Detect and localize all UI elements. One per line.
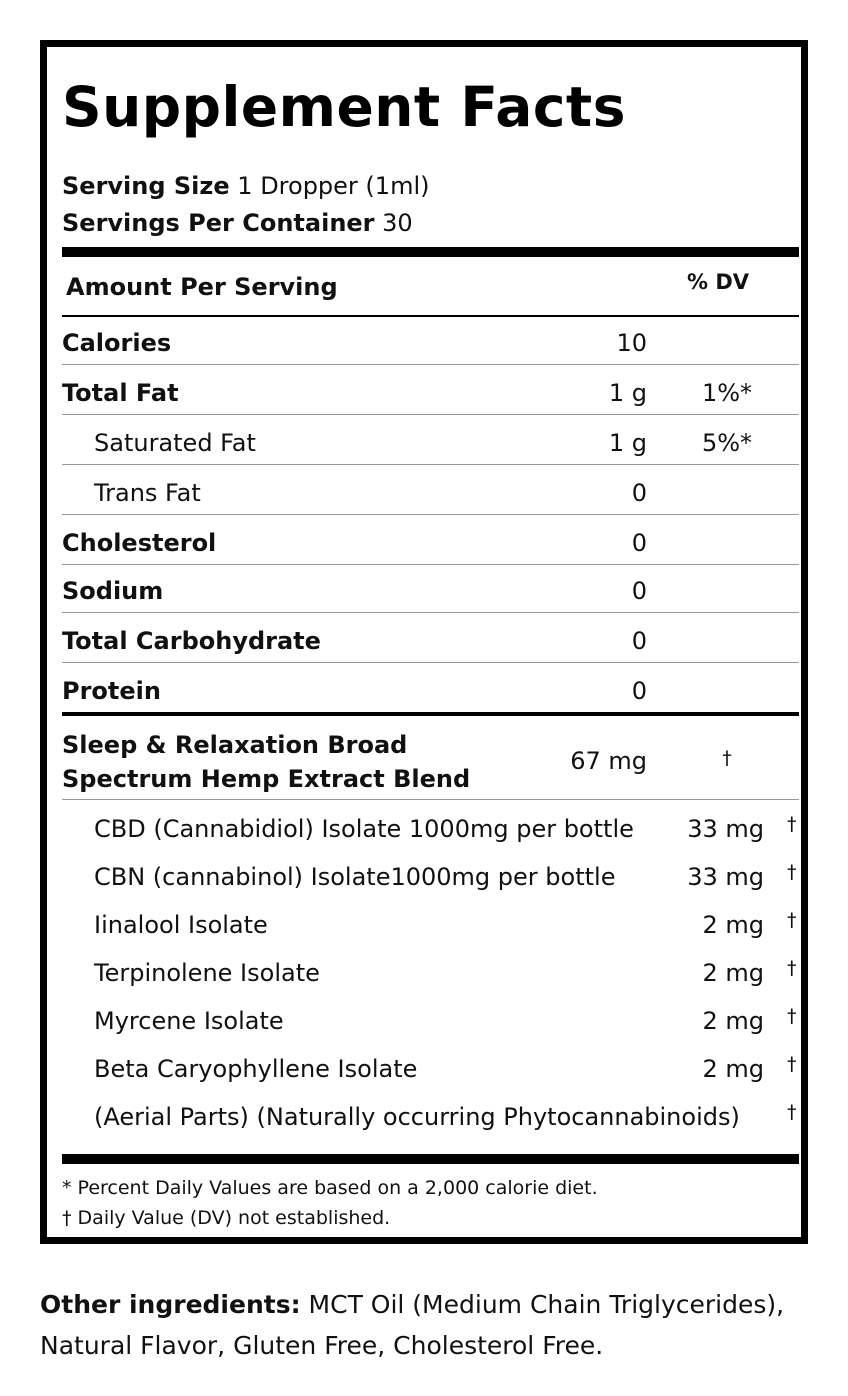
blend-item-name-cbn: CBN (cannabinol) Isolate1000mg per bottle <box>94 863 616 891</box>
blend-name-line-1: Sleep & Relaxation Broad <box>62 731 408 759</box>
nutrient-amount-trans-fat: 0 <box>631 479 647 507</box>
blend-item-dv-aerial-parts: † <box>787 1101 797 1123</box>
nutrient-dv-saturated-fat: 5%* <box>701 429 753 457</box>
row-divider <box>62 514 799 515</box>
panel-title: Supplement Facts <box>62 75 626 139</box>
thick-divider-bottom <box>62 1154 799 1164</box>
blend-item-dv-cbn: † <box>787 861 797 883</box>
header-divider <box>62 315 799 317</box>
blend-item-name-linalool: Iinalool Isolate <box>94 911 268 939</box>
row-divider <box>62 414 799 415</box>
nutrient-amount-cholesterol: 0 <box>631 529 647 557</box>
serving-size <box>62 174 429 198</box>
serving-size-value: 1 Dropper (1ml) <box>237 172 430 200</box>
blend-item-name-aerial-parts: (Aerial Parts) (Naturally occurring Phytocannabinoids) <box>94 1103 740 1131</box>
row-divider <box>62 612 799 613</box>
footnote-percent-dv: * Percent Daily Values are based on a 2,000 calorie diet. <box>62 1177 598 1199</box>
blend-item-name-beta-caryophyllene: Beta Caryophyllene Isolate <box>94 1055 418 1083</box>
blend-divider <box>62 799 799 800</box>
row-divider <box>62 564 799 565</box>
blend-name-line-2: Spectrum Hemp Extract Blend <box>62 765 471 793</box>
thick-divider-top <box>62 247 799 257</box>
nutrient-amount-calories: 10 <box>616 329 647 357</box>
serving-size-label: Serving Size <box>62 172 230 200</box>
row-divider <box>62 464 799 465</box>
blend-item-dv-terpinolene: † <box>787 957 797 979</box>
blend-item-amount-myrcene: 2 mg <box>702 1007 764 1035</box>
servings-per-container <box>62 211 413 235</box>
nutrient-amount-total-carbohydrate: 0 <box>631 627 647 655</box>
nutrient-amount-protein: 0 <box>631 677 647 705</box>
row-divider <box>62 662 799 663</box>
nutrient-dv-total-fat: 1%* <box>701 379 753 407</box>
nutrient-amount-sodium: 0 <box>631 577 647 605</box>
blend-item-dv-cbd: † <box>787 813 797 835</box>
amount-per-serving-header: Amount Per Serving <box>66 273 338 301</box>
servings-per-container-label: Servings Per Container <box>62 209 375 237</box>
blend-item-amount-beta-caryophyllene: 2 mg <box>702 1055 764 1083</box>
nutrient-name-protein: Protein <box>62 677 161 705</box>
footnote-dagger: † Daily Value (DV) not established. <box>62 1207 391 1229</box>
blend-item-amount-terpinolene: 2 mg <box>702 959 764 987</box>
nutrient-name-total-carbohydrate: Total Carbohydrate <box>62 627 321 655</box>
other-ingredients-label: Other ingredients: <box>40 1290 301 1319</box>
blend-item-name-cbd: CBD (Cannabidiol) Isolate 1000mg per bottle <box>94 815 634 843</box>
nutrient-name-sodium: Sodium <box>62 577 164 605</box>
blend-item-dv-myrcene: † <box>787 1005 797 1027</box>
nutrient-amount-saturated-fat: 1 g <box>608 429 647 457</box>
nutrient-name-trans-fat: Trans Fat <box>94 479 201 507</box>
nutrient-name-calories: Calories <box>62 329 172 357</box>
blend-item-amount-linalool: 2 mg <box>702 911 764 939</box>
nutrient-name-total-fat: Total Fat <box>62 379 179 407</box>
dv-header: % DV <box>687 270 750 294</box>
blend-item-dv-linalool: † <box>787 909 797 931</box>
other-ingredients-text: MCT Oil (Medium Chain Triglycerides), Natural Flavor, Gluten Free, Cholesterol Free. <box>40 1290 785 1360</box>
blend-amount: 67 mg <box>570 747 647 775</box>
nutrients-end-divider <box>62 712 799 716</box>
nutrient-name-cholesterol: Cholesterol <box>62 529 217 557</box>
supplement-facts-panel <box>40 40 808 1244</box>
blend-item-dv-beta-caryophyllene: † <box>787 1053 797 1075</box>
blend-dv: † <box>722 747 732 769</box>
other-ingredients <box>40 1284 810 1366</box>
nutrient-name-saturated-fat: Saturated Fat <box>94 429 256 457</box>
servings-per-container-value: 30 <box>382 209 413 237</box>
blend-item-name-terpinolene: Terpinolene Isolate <box>94 959 320 987</box>
row-divider <box>62 364 799 365</box>
nutrient-amount-total-fat: 1 g <box>608 379 647 407</box>
blend-item-amount-cbn: 33 mg <box>687 863 764 891</box>
blend-item-name-myrcene: Myrcene Isolate <box>94 1007 284 1035</box>
blend-item-amount-cbd: 33 mg <box>687 815 764 843</box>
